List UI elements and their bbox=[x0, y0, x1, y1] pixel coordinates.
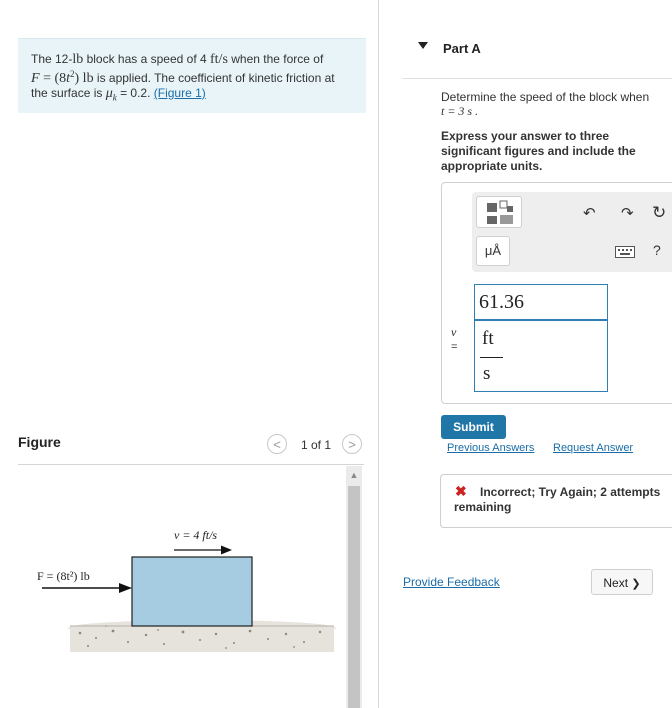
block bbox=[132, 557, 252, 626]
fraction-template-icon bbox=[477, 197, 521, 227]
units-button[interactable]: μÅ bbox=[476, 236, 510, 266]
equals-sign: = bbox=[451, 341, 458, 353]
panel-divider bbox=[378, 0, 379, 708]
question-line-1: Determine the speed of the block when bbox=[441, 90, 650, 104]
feedback-text: Incorrect; Try Again; 2 attempts remaining bbox=[454, 485, 661, 514]
question-text bbox=[441, 90, 649, 118]
unit-denominator: s bbox=[483, 363, 491, 384]
redo-icon[interactable]: ↷ bbox=[621, 205, 634, 222]
request-answer-link[interactable]: Request Answer bbox=[553, 442, 634, 454]
problem-statement bbox=[18, 38, 366, 113]
part-title[interactable]: Part A bbox=[443, 41, 481, 56]
value-input[interactable]: 61.36 bbox=[474, 284, 608, 320]
next-figure-button[interactable]: > bbox=[342, 434, 362, 454]
figure-pager: 1 of 1 bbox=[301, 438, 332, 452]
figure-link[interactable]: (Figure 1) bbox=[153, 86, 206, 100]
scroll-up-icon[interactable]: ▲ bbox=[349, 470, 359, 480]
answer-instruction: Express your answer to three significant figures and include the appropriate units. bbox=[441, 129, 636, 173]
undo-icon[interactable]: ↶ bbox=[583, 205, 596, 222]
keyboard-icon[interactable] bbox=[615, 245, 635, 262]
figure-diagram bbox=[18, 466, 344, 708]
problem-line-3: the surface is $\mu_k = 0.2$. (Figure 1) bbox=[31, 86, 206, 103]
figure-heading: Figure bbox=[18, 434, 61, 450]
answer-variable: v bbox=[451, 325, 457, 339]
provide-feedback-link[interactable]: Provide Feedback bbox=[403, 575, 500, 589]
help-icon[interactable]: ? bbox=[653, 242, 661, 258]
previous-answers-link[interactable]: Previous Answers bbox=[447, 442, 535, 454]
next-button[interactable] bbox=[591, 569, 653, 595]
collapse-triangle-icon[interactable] bbox=[418, 42, 428, 49]
figure-divider bbox=[18, 464, 364, 465]
part-divider bbox=[402, 78, 672, 79]
problem-line-1: The 12-lb block has a speed of 4 ft/s when the force of bbox=[31, 52, 324, 67]
problem-line-2: $F = (8t^2)$ lb is applied. The coefficient of kinetic friction at bbox=[31, 69, 335, 86]
fraction-bar bbox=[480, 357, 503, 358]
unit-input[interactable] bbox=[474, 320, 608, 392]
question-line-2: t = 3 s . bbox=[441, 104, 479, 118]
submit-button[interactable]: Submit bbox=[441, 415, 506, 439]
incorrect-icon: ✖ bbox=[455, 483, 467, 499]
reset-icon[interactable]: ↻ bbox=[652, 203, 667, 222]
velocity-label: v = 4 ft/s bbox=[174, 528, 218, 542]
math-toolbar bbox=[472, 192, 672, 272]
force-label: F = (8t²) lb bbox=[37, 569, 90, 583]
next-label: Next bbox=[603, 576, 629, 590]
scrollbar-thumb[interactable] bbox=[348, 486, 360, 708]
template-button[interactable] bbox=[476, 196, 522, 228]
prev-figure-button[interactable]: < bbox=[267, 434, 287, 454]
unit-numerator: ft bbox=[482, 328, 494, 349]
chevron-right-icon: ❯ bbox=[631, 578, 641, 590]
